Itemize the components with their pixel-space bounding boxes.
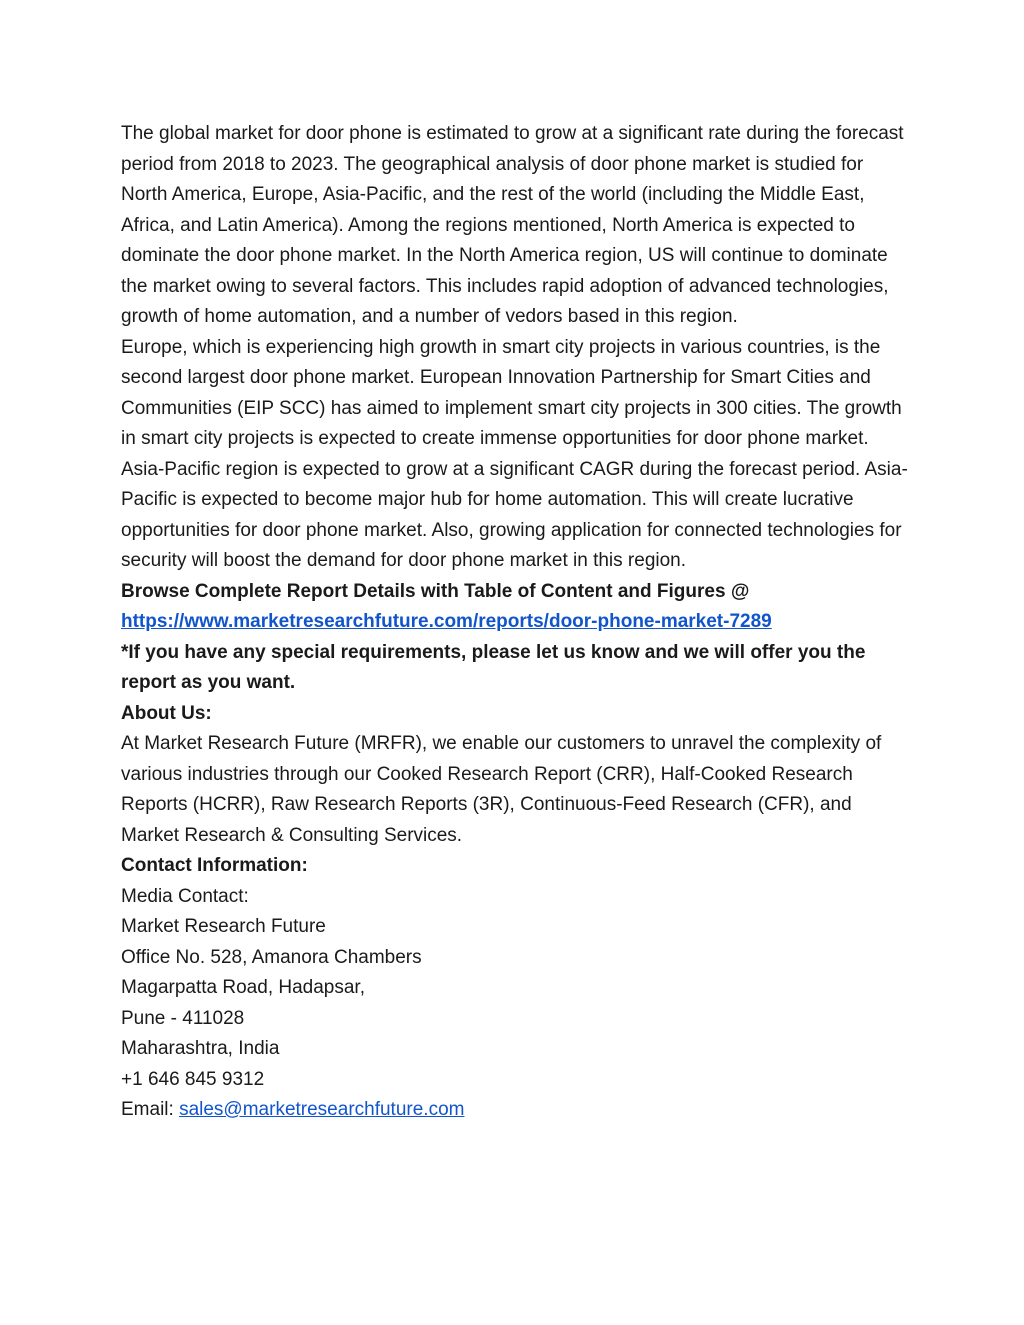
paragraph-asia-pacific: Asia-Pacific region is expected to grow at a significant CAGR during the forecast period. Asia-Pacific is expected to become major hub for home automation. This will create lucrative opportunities for door phone market. Also, growing application for connected technologies for security will boost the demand for door phone market in this region. bbox=[121, 458, 908, 571]
contact-line-company: Market Research Future bbox=[121, 916, 326, 937]
email-label: Email: bbox=[121, 1099, 180, 1120]
about-us-text: At Market Research Future (MRFR), we enable our customers to unravel the complexity of various industries through our Cooked Research Report (CRR), Half-Cooked Research Reports (HCRR), Raw Research Reports (3R), Continuous-Feed Research (CFR), and Market Research & Consulting Services. bbox=[121, 733, 882, 846]
contact-line-state: Maharashtra, India bbox=[121, 1038, 280, 1059]
about-us-heading: About Us: bbox=[121, 702, 212, 724]
contact-info-heading: Contact Information: bbox=[121, 855, 308, 876]
paragraph-market-overview: The global market for door phone is estimated to grow at a significant rate during the forecast period from 2018 to 2023. The geographical analysis of door phone market is studied for North America, Europe, Asia-Pacific, and the rest of the world (including the Middle East, Africa, and Latin America). Among the regions mentioned, North America is expected to dominate the door phone market. In the North America region, US will continue to dominate the market owing to several factors. This includes rapid adoption of advanced technologies, growth of home automation, and a number of vedors based in this region. bbox=[121, 123, 904, 327]
contact-line-email bbox=[121, 1095, 911, 1126]
contact-line-road: Magarpatta Road, Hadapsar, bbox=[121, 977, 365, 998]
email-link[interactable]: sales@marketresearchfuture.com bbox=[179, 1099, 465, 1120]
report-link[interactable]: https://www.marketresearchfuture.com/reports/door-phone-market-7289 bbox=[121, 611, 772, 632]
special-requirements-note: *If you have any special requirements, please let us know and we will offer you the report as you want. bbox=[121, 641, 866, 693]
document-body bbox=[121, 119, 911, 1126]
report-link-line bbox=[121, 607, 911, 638]
contact-line-phone: +1 646 845 9312 bbox=[121, 1068, 265, 1090]
paragraph-europe: Europe, which is experiencing high growth in smart city projects in various countries, is the second largest door phone market. European Innovation Partnership for Smart Cities and Communities (EIP SCC) has aimed to implement smart city projects in 300 cities. The growth in smart city projects is expected to create immense opportunities for door phone market. bbox=[121, 336, 902, 449]
browse-report-heading: Browse Complete Report Details with Table of Content and Figures @ bbox=[121, 580, 750, 602]
contact-line-office: Office No. 528, Amanora Chambers bbox=[121, 946, 422, 968]
contact-line-city: Pune - 411028 bbox=[121, 1007, 245, 1029]
contact-line-media: Media Contact: bbox=[121, 885, 249, 907]
